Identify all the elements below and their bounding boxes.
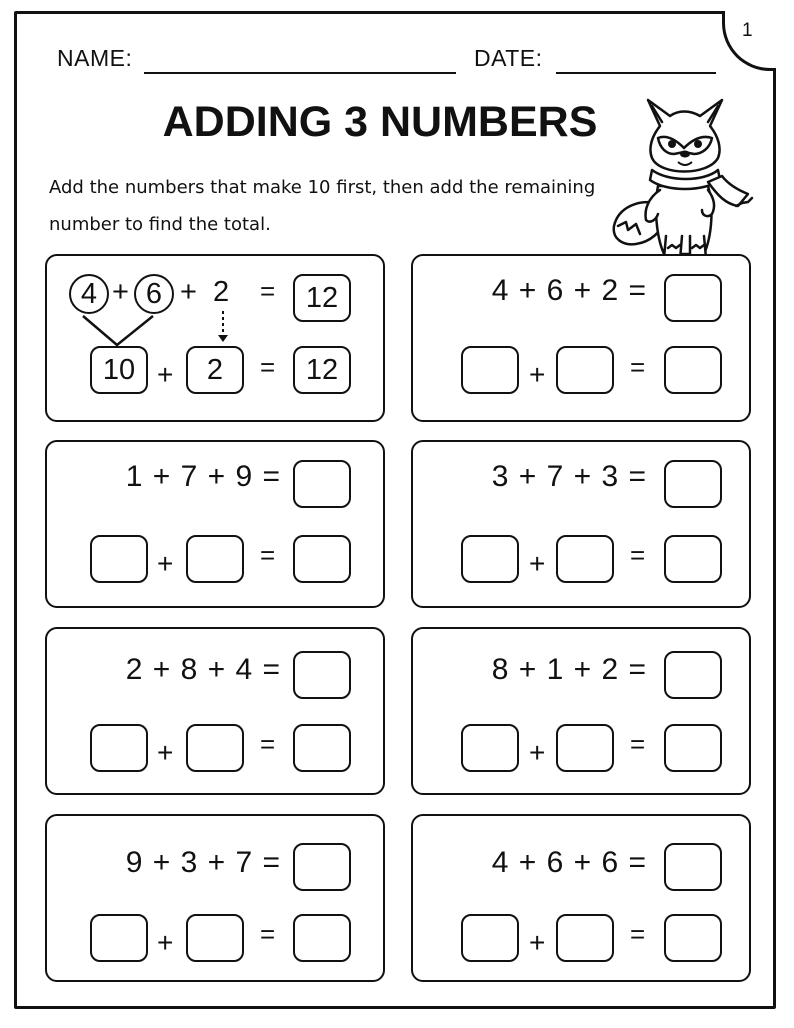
page-number: 1 [742,20,753,41]
total-box[interactable] [293,535,351,583]
answer-box[interactable] [664,843,722,891]
first-sum-box[interactable] [461,914,519,962]
problem-expression: 8 + 1 + 2 = [491,653,647,686]
remaining-box[interactable] [556,914,614,962]
equals-sign: = [630,729,646,759]
total-box[interactable] [664,724,722,772]
first-sum-box[interactable] [461,346,519,394]
plus-sign: + [529,737,546,768]
example-card [45,254,385,422]
equals-sign: = [260,276,276,306]
total-box[interactable] [293,914,351,962]
instructions-line-2: number to find the total. [49,214,271,235]
problem-card [45,440,385,608]
problem-expression: 4 + 6 + 6 = [491,846,647,879]
plus-sign: + [157,927,174,958]
remaining-box[interactable] [186,535,244,583]
remaining-box[interactable] [186,724,244,772]
problem-expression: 9 + 3 + 7 = [125,846,281,879]
plus-sign: + [157,359,174,390]
answer-box[interactable] [293,843,351,891]
instructions-line-1: Add the numbers that make 10 first, then add the remaining [49,177,596,198]
first-sum-box[interactable] [90,914,148,962]
first-sum-box[interactable] [90,535,148,583]
first-sum-box[interactable] [461,724,519,772]
equals-sign: = [260,540,276,570]
remaining-box: 2 [186,346,244,394]
total-box-2: 12 [293,346,351,394]
equals-sign: = [260,352,276,382]
problem-card [411,627,751,795]
page-title: ADDING 3 NUMBERS [162,98,598,146]
plus-sign: + [529,359,546,390]
plus-sign: + [112,276,129,308]
third-number: 2 [213,276,230,308]
name-field[interactable] [144,72,456,74]
answer-box[interactable] [664,460,722,508]
answer-box[interactable] [664,274,722,322]
plus-sign: + [529,548,546,579]
plus-sign: + [157,548,174,579]
fox-icon [608,86,764,264]
problem-expression: 3 + 7 + 3 = [491,460,647,493]
remaining-box[interactable] [556,346,614,394]
total-box[interactable] [293,724,351,772]
name-label: NAME: [57,45,133,71]
problem-card [45,814,385,982]
circled-number-4: 4 [69,274,109,314]
answer-box[interactable] [293,460,351,508]
ten-box: 10 [90,346,148,394]
total-box[interactable] [664,346,722,394]
answer-box[interactable] [664,651,722,699]
circled-number-6: 6 [134,274,174,314]
problem-card [411,440,751,608]
total-box[interactable] [664,535,722,583]
plus-sign: + [529,927,546,958]
equals-sign: = [630,540,646,570]
plus-sign: + [157,737,174,768]
total-box: 12 [293,274,351,322]
problem-expression: 4 + 6 + 2 = [491,274,647,307]
problem-expression: 1 + 7 + 9 = [125,460,281,493]
remaining-box[interactable] [556,535,614,583]
equals-sign: = [260,919,276,949]
answer-box[interactable] [293,651,351,699]
date-field[interactable] [556,72,716,74]
equals-sign: = [630,919,646,949]
first-sum-box[interactable] [461,535,519,583]
remaining-box[interactable] [186,914,244,962]
problem-card [45,627,385,795]
problem-card [411,254,751,422]
problem-expression: 2 + 8 + 4 = [125,653,281,686]
equals-sign: = [260,729,276,759]
total-box[interactable] [664,914,722,962]
equals-sign: = [630,352,646,382]
first-sum-box[interactable] [90,724,148,772]
date-label: DATE: [474,45,543,71]
problem-card [411,814,751,982]
remaining-box[interactable] [556,724,614,772]
plus-sign: + [180,276,197,308]
